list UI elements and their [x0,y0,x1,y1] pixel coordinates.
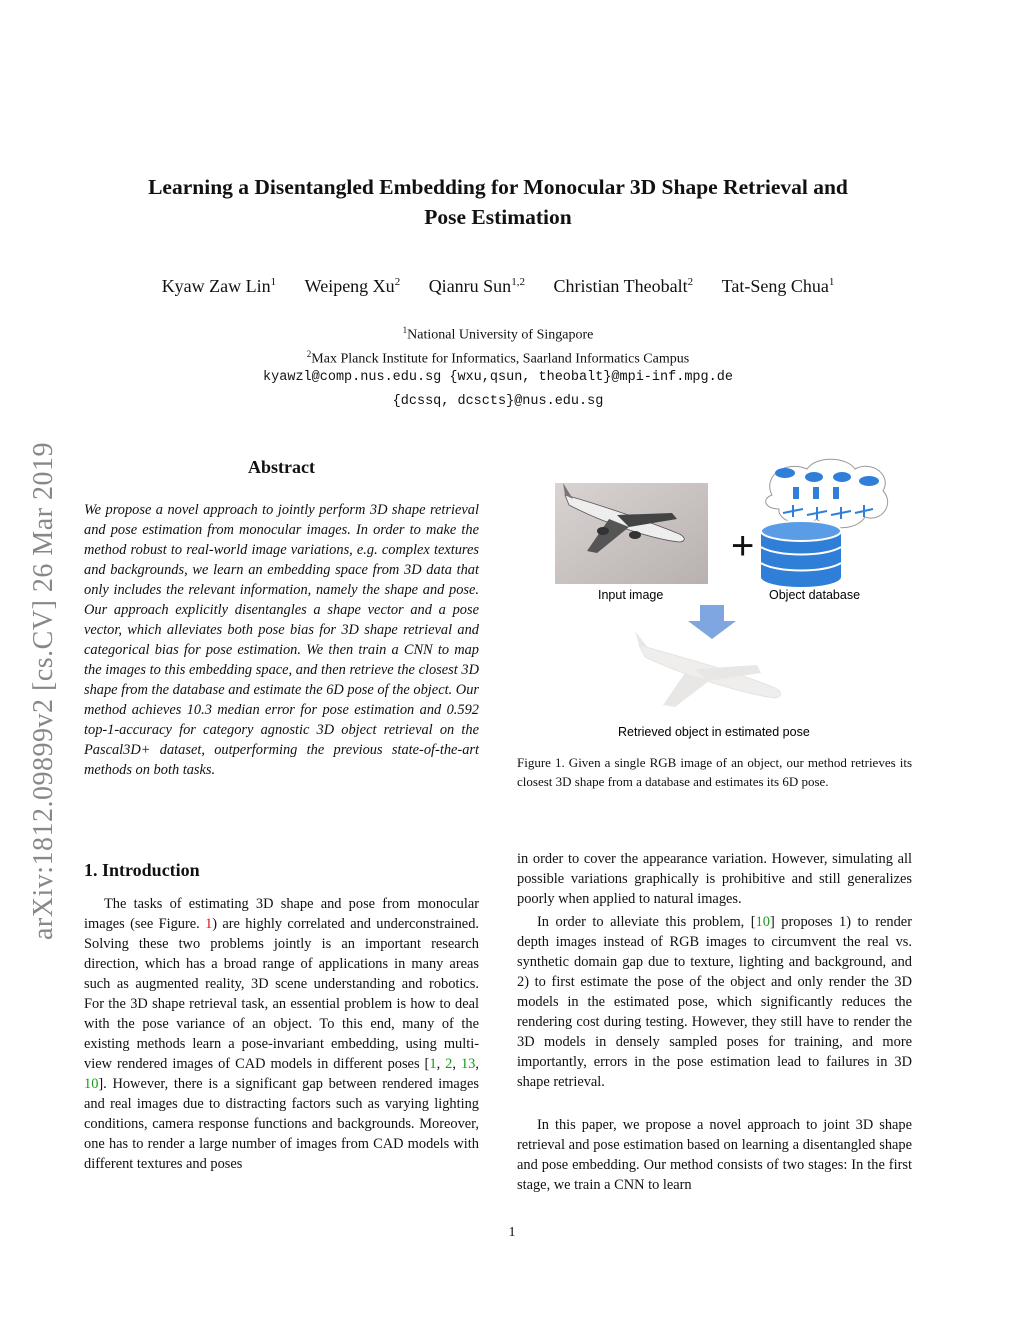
input-image [555,483,708,584]
citation-link[interactable]: 13 [460,1056,476,1072]
arxiv-side-stamp: arXiv:1812.09899v2 [cs.CV] 26 Mar 2019 [28,441,59,940]
chair-icon [833,487,839,499]
figure-ref-link[interactable]: 1 [205,916,213,932]
author: Kyaw Zaw Lin$^1$ [161,276,277,296]
author: Qianru Sun$^{1,2}$ [428,276,525,296]
down-arrow-icon [688,605,736,639]
citation-link[interactable]: 2 [445,1056,453,1072]
affiliation-1: $^1$National University of Singapore [402,325,594,343]
car-icon [805,472,823,482]
intro-paragraph-2: In order to alleviate this problem, [10] proposes 1) to render depth images instead of RGB images to circumvent the real vs. synthetic domain gap due to texture, lighting and background, and 2) to first estimate the pose of the object and only render the 3D models in the estimated pose, which significantly reduces the rendering cost during testing. However, they still have to render the 3D models in densely sampled poses for training, and more importantly, errors in the pose estimation lead to failures in 3D shape retrieval. [517,914,912,1090]
car-icon [833,472,851,482]
abstract-text: We propose a novel approach to jointly perform 3D shape retrieval and pose estimation from monocular images. In order to make the method robust to real-world image variations, e.g. complex textures and backgrounds, we learn an embedding space from 3D data that only includes the relevant information, namely the shape and pose. Our approach explicitly disentangles a shape vector and a pose vector, which alleviates both pose bias for 3D shape retrieval and categorical bias for pose estimation. We then train a CNN to map the images to this embedding space, and then retrieve the closest 3D shape from the database and estimate the 6D pose of the object. Our method achieves 10.3 median error for pose estimation and 0.592 top-1-accuracy for category agnostic 3D object retrieval on the Pascal3D+ dataset, outperforming the previous state-of-the-art methods on both tasks. [84,502,479,778]
abstract-heading: Abstract [248,457,315,477]
citation-link[interactable]: 10 [84,1076,99,1092]
email-line-1: kyawzl@comp.nus.edu.sg {wxu,qsun, theobalt}@mpi-inf.mpg.de [263,370,733,385]
figure-1-graphic [517,455,912,745]
object-database-label: Object database [769,588,861,602]
car-icon [775,468,795,478]
introduction-heading: 1. Introduction [84,860,200,880]
object-cloud [766,459,888,528]
page-number: 1 [508,1225,516,1240]
email-line-2: {dcssq, dcscts}@nus.edu.sg [392,394,604,409]
retrieved-airplane-icon [635,631,781,707]
database-icon [761,521,841,587]
citation-link[interactable]: 10 [755,914,770,930]
figure-1 [517,455,912,745]
plus-sign: + [731,524,755,568]
intro-paragraph-3: In this paper, we propose a novel approach to joint 3D shape retrieval and pose estimation based on learning a disentangled shape and pose embedding. Our method consists of two stages: In the first stage, we train a CNN to learn [517,1117,912,1193]
intro-paragraph-1-continued: in order to cover the appearance variation. However, simulating all possible variations graphically is prohibitive and still generalizes poorly when applied to natural images. [517,851,912,907]
figure-1-caption: Figure 1. Given a single RGB image of an object, our method retrieves its closest 3D shape from a database and estimates its 6D pose. [517,755,912,789]
citation-link[interactable]: 1 [429,1056,437,1072]
author: Tat-Seng Chua$^1$ [721,276,835,296]
chair-icon [813,487,819,499]
author-list [90,268,906,300]
author: Weipeng Xu$^2$ [304,276,401,296]
car-icon [859,476,879,486]
chair-icon [793,487,799,499]
retrieved-object-label: Retrieved object in estimated pose [618,725,810,739]
author: Christian Theobalt$^2$ [553,276,694,296]
title-line-1: Learning a Disentangled Embedding for Monocular 3D Shape Retrieval and [148,175,848,199]
input-image-label: Input image [598,588,664,602]
intro-paragraph-1: The tasks of estimating 3D shape and pose from monocular images (see Figure. 1) are highly correlated and underconstrained. Solving these two problems jointly is an important research direction, which has a broad range of applications in many areas such as augmented reality, 3D scene understanding and robotics. For the 3D shape retrieval task, an essential problem is how to deal with the pose variance of an object. To this end, many of the existing methods learn a pose-invariant embedding, using multi-view rendered images of CAD models in different poses [1, 2, 13, 10]. However, there is a significant gap between rendered images and real images due to distracting factors such as varying lighting conditions, camera response functions and backgrounds. Moreover, one has to render a large number of images from CAD models with different textures and poses [84,896,479,1172]
paper-title [90,172,906,232]
title-line-2: Pose Estimation [424,205,572,229]
affiliation-2: $^2$Max Planck Institute for Informatics, Saarland Informatics Campus [306,349,690,367]
